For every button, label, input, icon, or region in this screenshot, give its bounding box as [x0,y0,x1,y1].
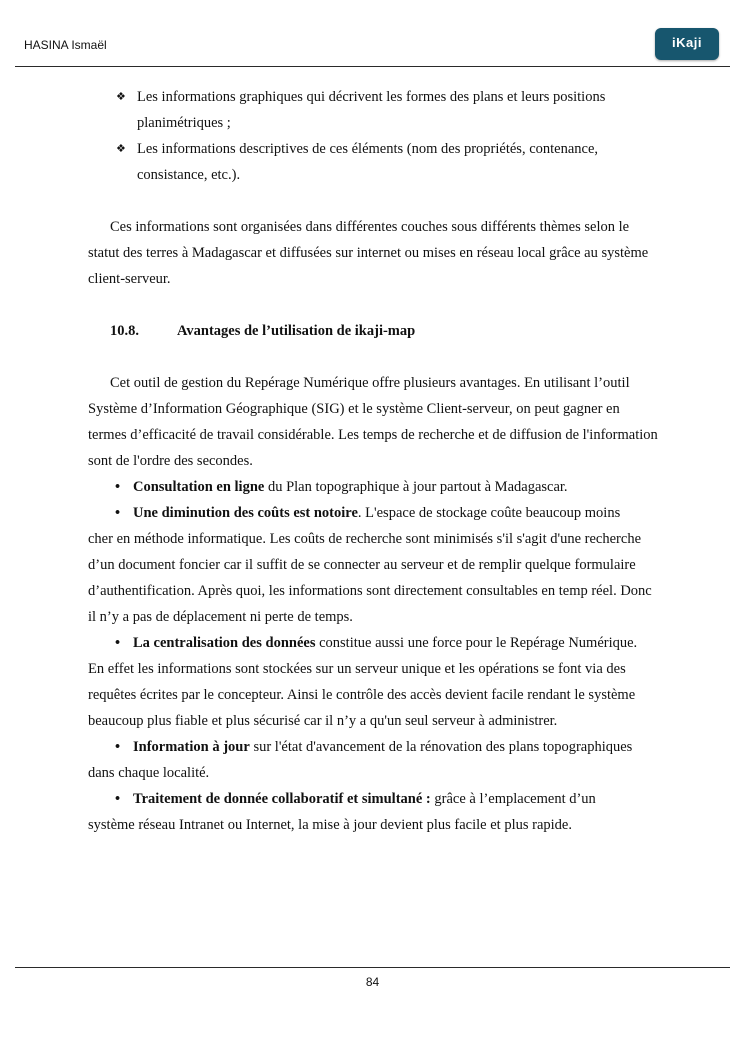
document-body [88,84,660,838]
bullet-item [88,474,660,500]
header-author: HASINA Ismaël [24,38,107,52]
bullet-item [88,500,660,526]
header-rule [15,66,730,67]
diamond-list-item [88,136,660,188]
bullet-bold: Traitement de donnée collaboratif et simultané : [133,791,431,807]
diamond-item-line: Les informations descriptives de ces éléments (nom des propriétés, contenance, [137,141,599,157]
bullet-bold: Une diminution des coûts est notoire [133,505,358,521]
diamond-item-line: consistance, etc.). [137,167,241,183]
diamond-list-item [88,84,660,136]
bullet-bold: Consultation en ligne [133,479,265,495]
bullet-bold: Information à jour [133,739,250,755]
bullet-icon: • [115,635,121,651]
paragraph: Cet outil de gestion du Repérage Numérique offre plusieurs avantages. En utilisant l’outil Système d’Information Géographique (SIG) et le système Client-serveur, on peut gagner en termes d’efficacité de travail considérable. Les temps de recherche et de diffusion de l'information sont de l'ordre des secondes. [88,375,658,469]
diamond-item-line: Les informations graphiques qui décrivent les formes des plans et leurs positions [137,89,606,105]
bullet-icon: • [115,739,121,755]
bullet-text: sur l'état d'avancement de la rénovation des plans topographiques [249,739,633,755]
bullet-continuation: système réseau Intranet ou Internet, la mise à jour devient plus facile et plus rapide. [88,817,572,833]
bullet-item [88,734,660,760]
diamond-item-line: planimétriques ; [137,115,231,131]
bullet-item [88,786,660,812]
section-number: 10.8. [110,323,139,339]
paragraph: Ces informations sont organisées dans différentes couches sous différents thèmes selon le statut des terres à Madagascar et diffusées sur internet ou mises en réseau local grâce au système client-serveur. [88,219,649,287]
diamond-bullet-icon: ❖ [116,91,126,103]
bullet-text: du Plan topographique à jour partout à Madagascar. [264,479,568,495]
bullet-icon: • [115,791,121,807]
section-heading [110,318,660,344]
bullet-text: constitue aussi une force pour le Repérage Numérique. [315,635,638,651]
logo [655,28,719,60]
section-title: Avantages de l’utilisation de ikaji-map [177,323,416,339]
bullet-icon: • [115,479,121,495]
diamond-bullet-icon: ❖ [116,143,126,155]
bullet-text: . L'espace de stockage coûte beaucoup moins [357,505,621,521]
bullet-icon: • [115,505,121,521]
bullet-continuation: cher en méthode informatique. Les coûts de recherche sont minimisés s'il s'agit d'une recherche d’un document foncier car il suffit de se connecter au serveur et de remplir quelque formulaire d’authentification. Après quoi, les informations sont directement consultables en temp réel. Donc il n’y a pas de déplacement ni perte de temps. [88,531,652,625]
bullet-continuation: dans chaque localité. [88,765,210,781]
footer-rule [15,967,730,968]
bullet-bold: La centralisation des données [133,635,316,651]
page-number: 84 [365,975,380,989]
bullet-text: grâce à l’emplacement d’un [430,791,596,807]
bullet-item [88,630,660,656]
logo-text: iKaji [672,35,702,50]
bullet-continuation: En effet les informations sont stockées sur un serveur unique et les opérations se font via des requêtes écrites par le concepteur. Ainsi le contrôle des accès devient facile rendant le système beaucoup plus fiable et plus sécurisé car il n’y a qu'un seul serveur à administrer. [88,661,636,729]
